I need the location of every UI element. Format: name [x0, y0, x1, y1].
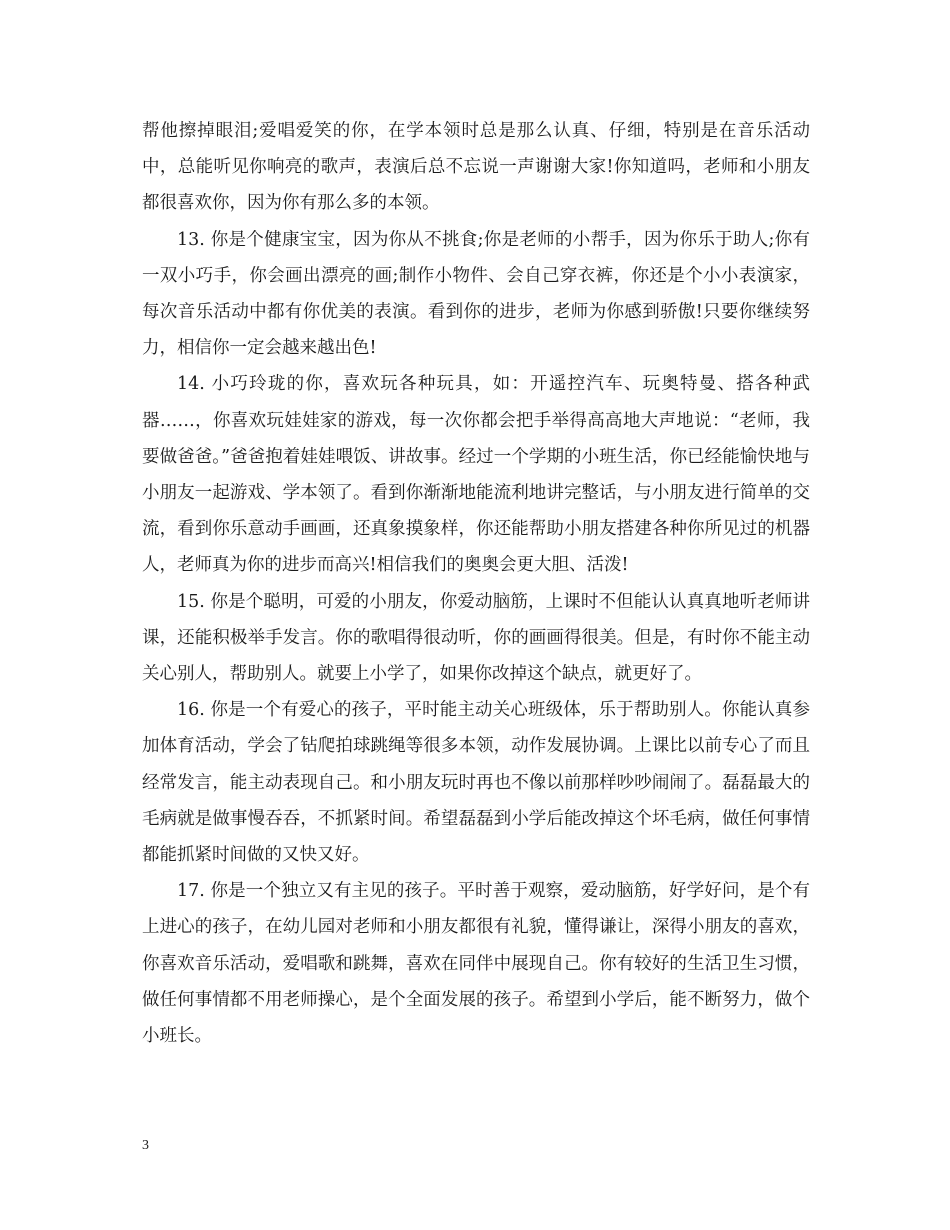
paragraph-continuation: 帮他擦掉眼泪;爱唱爱笑的你，在学本领时总是那么认真、仔细，特别是在音乐活动中，总能听见你响亮的歌声，表演后总不忘说一声谢谢大家!你知道吗，老师和小朋友都很喜欢你，因为你有那么多的本领。	[142, 121, 810, 214]
body-text	[142, 113, 810, 1054]
paragraph-item-16: 16. 你是一个有爱心的孩子，平时能主动关心班级体，乐于帮助别人。你能认真参加体育活动，学会了钻爬拍球跳绳等很多本领，动作发展协调。上课比以前专心了而且经常发言，能主动表现自己。和小朋友玩时再也不像以前那样吵吵闹闹了。磊磊最大的毛病就是做事慢吞吞，不抓紧时间。希望磊磊到小学后能改掉这个坏毛病，做任何事情都能抓紧时间做的又快又好。	[142, 700, 810, 866]
paragraph-item-14: 14. 小巧玲珑的你，喜欢玩各种玩具，如：开遥控汽车、玩奥特曼、搭各种武器……，你喜欢玩娃娃家的游戏，每一次你都会把手举得高高地大声地说：“老师，我要做爸爸。”爸爸抱着娃娃喂饭、讲故事。经过一个学期的小班生活，你已经能愉快地与小朋友一起游戏、学本领了。看到你渐渐地能流利地讲完整话，与小朋友进行简单的交流，看到你乐意动手画画，还真象摸象样，你还能帮助小朋友搭建各种你所见过的机器人，老师真为你的进步而高兴!相信我们的奥奥会更大胆、活泼!	[142, 374, 810, 576]
paragraph-item-13: 13. 你是个健康宝宝，因为你从不挑食;你是老师的小帮手，因为你乐于助人;你有一双小巧手，你会画出漂亮的画;制作小物件、会自己穿衣裤，你还是个小小表演家，每次音乐活动中都有你优美的表演。看到你的进步，老师为你感到骄傲!只要你继续努力，相信你一定会越来越出色!	[142, 229, 810, 359]
page-number: 3	[142, 1138, 149, 1153]
paragraph-item-15: 15. 你是个聪明，可爱的小朋友，你爱动脑筋，上课时不但能认认真真地听老师讲课，还能积极举手发言。你的歌唱得很动听，你的画画得很美。但是，有时你不能主动关心别人，帮助别人。就要上小学了，如果你改掉这个缺点，就更好了。	[142, 591, 810, 685]
paragraph-item-17: 17. 你是一个独立又有主见的孩子。平时善于观察，爱动脑筋，好学好问，是个有上进心的孩子，在幼儿园对老师和小朋友都很有礼貌，懂得谦让，深得小朋友的喜欢，你喜欢音乐活动，爱唱歌和跳舞，喜欢在同伴中展现自己。你有较好的生活卫生习惯，做任何事情都不用老师操心，是个全面发展的孩子。希望到小学后，能不断努力，做个小班长。	[142, 881, 810, 1047]
